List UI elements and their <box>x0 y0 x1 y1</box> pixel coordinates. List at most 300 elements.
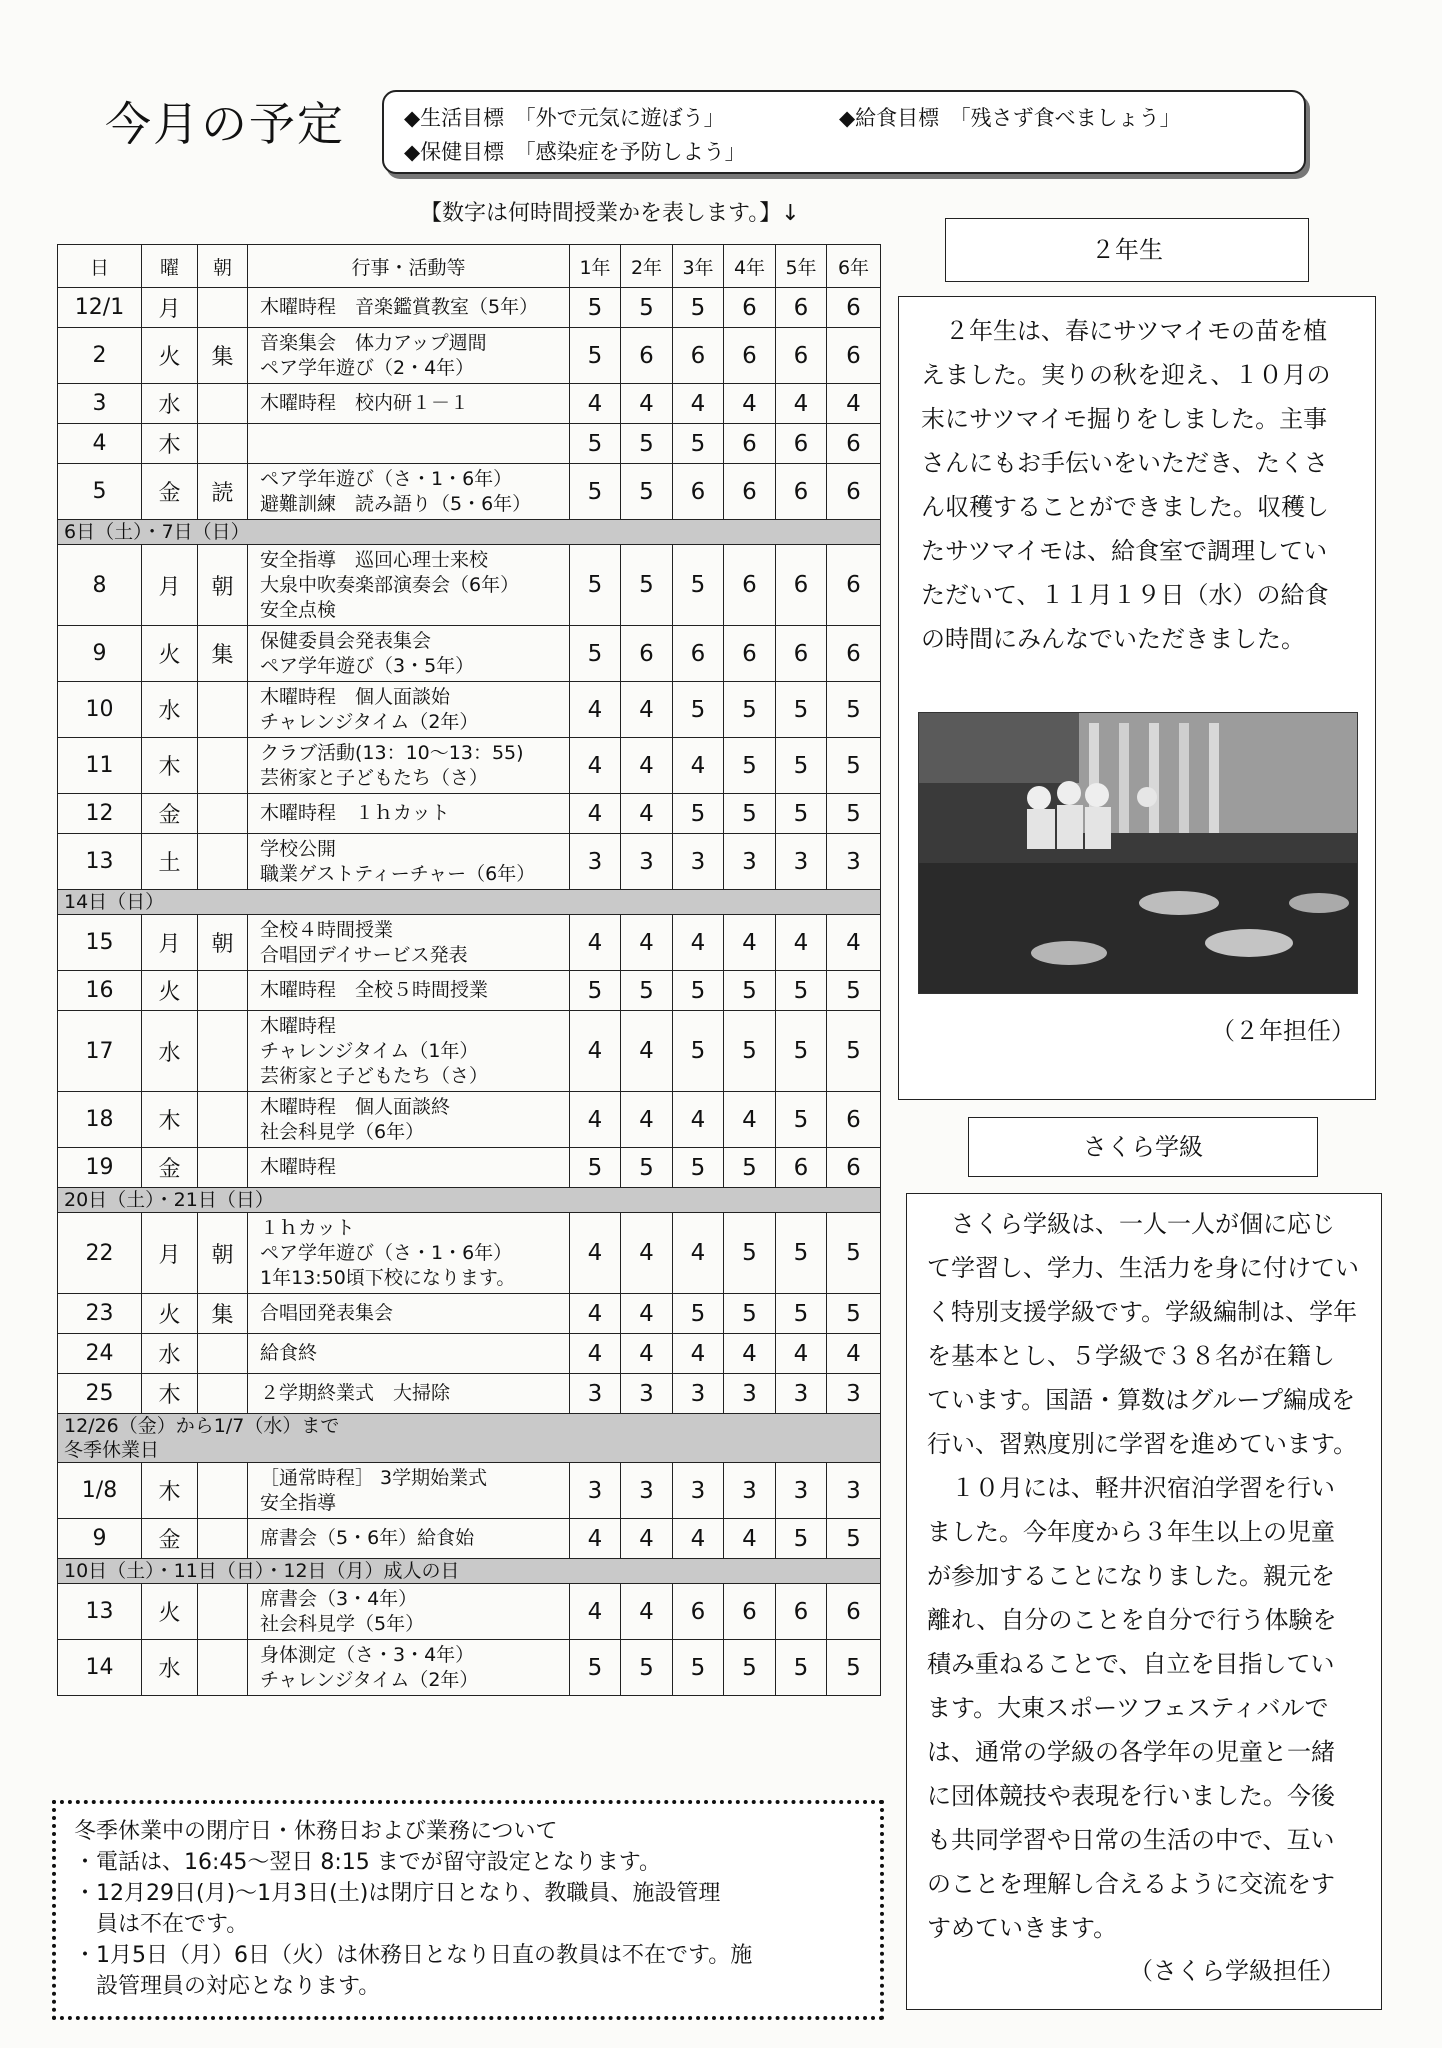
hours-cell: 6 <box>776 626 827 682</box>
schedule-row <box>58 1374 881 1414</box>
schedule-row <box>58 834 881 890</box>
morning-cell <box>198 1463 248 1519</box>
hours-cell: 6 <box>827 1148 881 1188</box>
hours-cell: 3 <box>570 834 621 890</box>
hours-cell: 6 <box>827 1584 881 1640</box>
schedule-row <box>58 288 881 328</box>
event-line: 安全指導 <box>260 1491 337 1514</box>
morning-cell <box>198 1519 248 1559</box>
event-line: ペア学年遊び（さ・1・6年） <box>260 467 513 490</box>
hours-cell: 5 <box>673 1148 724 1188</box>
holiday-band-row <box>58 1414 881 1463</box>
event-line: 木曜時程 １ｈカット <box>260 802 450 824</box>
date-cell: 9 <box>58 626 142 682</box>
hours-cell: 4 <box>621 1213 673 1294</box>
hours-cell: 5 <box>724 794 776 834</box>
hours-note: 【数字は何時間授業かを表します。】↓ <box>420 201 800 226</box>
sakura-text-line: 行い、習熟度別に学習を進めています。 <box>927 1430 1358 1458</box>
morning-cell <box>198 1374 248 1414</box>
hours-cell: 5 <box>827 1011 881 1092</box>
date-cell: 13 <box>58 1584 142 1640</box>
hours-cell: 3 <box>621 1374 673 1414</box>
grade2-text-line: ただいて、１１月１９日（水）の給食 <box>921 581 1329 609</box>
weekday-cell: 火 <box>142 626 198 682</box>
hours-cell: 4 <box>570 1092 621 1148</box>
hours-cell: 5 <box>621 424 673 464</box>
holiday-text: 冬季休業日 <box>64 1439 160 1461</box>
grade2-text <box>921 309 1330 661</box>
event-line: 学校公開 <box>260 837 337 860</box>
weekday-cell: 水 <box>142 1011 198 1092</box>
schedule-row <box>58 1584 881 1640</box>
event-line: 職業ゲストティーチャー（6年） <box>260 862 536 885</box>
column-header: 3年 <box>673 245 724 288</box>
hours-cell: 3 <box>673 834 724 890</box>
weekday-cell: 火 <box>142 328 198 384</box>
grade2-title: ２年生 <box>945 218 1309 282</box>
hours-cell: 6 <box>724 1584 776 1640</box>
event-line: ペア学年遊び（さ・1・6年） <box>260 1241 513 1264</box>
event-cell <box>248 1640 570 1696</box>
holiday-label <box>58 520 881 545</box>
event-cell <box>248 1584 570 1640</box>
hours-cell: 5 <box>724 1640 776 1696</box>
hours-cell: 5 <box>621 1640 673 1696</box>
hours-cell: 5 <box>621 1148 673 1188</box>
hours-cell: 5 <box>621 545 673 626</box>
hours-cell: 5 <box>776 682 827 738</box>
sakura-text-line: は、通常の学級の各学年の児童と一緒 <box>927 1738 1335 1766</box>
event-cell <box>248 682 570 738</box>
sakura-text-line: を基本とし、５学級で３８名が在籍し <box>927 1342 1335 1370</box>
weekday-cell: 金 <box>142 464 198 520</box>
hours-cell: 5 <box>776 738 827 794</box>
event-line: 安全点検 <box>260 598 337 621</box>
hours-cell: 5 <box>724 738 776 794</box>
hours-cell: 3 <box>724 834 776 890</box>
morning-cell: 集 <box>198 626 248 682</box>
hours-cell: 6 <box>673 328 724 384</box>
hours-cell: 5 <box>827 971 881 1011</box>
morning-cell <box>198 834 248 890</box>
hours-cell: 3 <box>776 834 827 890</box>
event-line: ペア学年遊び（3・5年） <box>260 654 475 677</box>
column-header: 5年 <box>776 245 827 288</box>
event-line: 避難訓練 読み語り（5・6年） <box>260 492 532 515</box>
date-cell: 3 <box>58 384 142 424</box>
date-cell: 22 <box>58 1213 142 1294</box>
hours-cell: 5 <box>827 1213 881 1294</box>
hours-cell: 5 <box>570 424 621 464</box>
hours-cell: 4 <box>570 384 621 424</box>
holiday-label <box>58 1559 881 1584</box>
sakura-signature: （さくら学級担任） <box>1129 1957 1345 1985</box>
hours-cell: 5 <box>724 1213 776 1294</box>
hours-cell: 5 <box>827 1294 881 1334</box>
sakura-text-line: 積み重ねることで、自立を目指してい <box>927 1650 1335 1678</box>
date-cell: 2 <box>58 328 142 384</box>
hours-cell: 5 <box>570 464 621 520</box>
event-cell <box>248 1148 570 1188</box>
date-cell: 24 <box>58 1334 142 1374</box>
hours-cell: 6 <box>827 328 881 384</box>
event-line: クラブ活動(13：10～13：55) <box>260 741 524 764</box>
hours-cell: 3 <box>827 1463 881 1519</box>
event-cell <box>248 384 570 424</box>
hours-cell: 4 <box>724 1334 776 1374</box>
hours-cell: 5 <box>570 288 621 328</box>
sakura-text-line: ています。国語・算数はグループ編成を <box>927 1386 1356 1414</box>
hours-cell: 3 <box>621 834 673 890</box>
morning-cell: 朝 <box>198 915 248 971</box>
hours-cell: 5 <box>673 1011 724 1092</box>
schedule-row <box>58 1011 881 1092</box>
hours-cell: 6 <box>776 328 827 384</box>
hours-cell: 4 <box>570 915 621 971</box>
event-line: 安全指導 巡回心理士来校 <box>260 548 489 571</box>
event-line: ２学期終業式 大掃除 <box>260 1382 451 1404</box>
hours-cell: 5 <box>776 1213 827 1294</box>
holiday-text: 12/26（金）から1/7（水）まで <box>64 1415 340 1437</box>
notice-line: ・電話は、16:45～翌日 8:15 までが留守設定となります。 <box>74 1850 662 1875</box>
hours-cell: 4 <box>673 915 724 971</box>
schedule-row <box>58 1213 881 1294</box>
hours-cell: 4 <box>570 1213 621 1294</box>
event-line: 給食終 <box>260 1342 318 1364</box>
hours-cell: 5 <box>827 1519 881 1559</box>
sakura-box <box>906 1193 1382 2010</box>
hours-cell: 4 <box>621 1092 673 1148</box>
date-cell: 15 <box>58 915 142 971</box>
date-cell: 4 <box>58 424 142 464</box>
morning-cell <box>198 682 248 738</box>
hours-cell: 4 <box>621 1334 673 1374</box>
sakura-text-line: に団体競技や表現を行いました。今後 <box>927 1782 1335 1810</box>
weekday-cell: 木 <box>142 1463 198 1519</box>
holiday-band-row <box>58 1188 881 1213</box>
event-line: 社会科見学（6年） <box>260 1120 425 1143</box>
hours-cell: 5 <box>724 1011 776 1092</box>
holiday-text: 14日（日） <box>64 891 165 913</box>
event-line: チャレンジタイム（2年） <box>260 710 479 733</box>
notice-line: 冬季休業中の閉庁日・休務日および業務について <box>74 1819 558 1844</box>
column-header: 行事・活動等 <box>248 245 570 288</box>
event-line: 木曜時程 個人面談終 <box>260 1095 451 1118</box>
schedule-row <box>58 1519 881 1559</box>
sakura-text-line: 離れ、自分のことを自分で行う体験を <box>927 1606 1337 1634</box>
hours-cell: 5 <box>570 328 621 384</box>
hours-cell: 5 <box>724 682 776 738</box>
event-line: ペア学年遊び（2・4年） <box>260 356 475 379</box>
event-cell <box>248 288 570 328</box>
winter-break-notice <box>52 1800 884 2020</box>
column-header: 曜 <box>142 245 198 288</box>
hours-cell: 6 <box>724 545 776 626</box>
event-cell <box>248 1463 570 1519</box>
hours-cell: 6 <box>776 1148 827 1188</box>
column-header: 1年 <box>570 245 621 288</box>
schedule-row <box>58 682 881 738</box>
hours-cell: 6 <box>724 464 776 520</box>
sakura-text-line: のことを理解し合えるように交流をす <box>927 1870 1335 1898</box>
holiday-band-row <box>58 890 881 915</box>
schedule-row <box>58 1640 881 1696</box>
weekday-cell: 火 <box>142 1294 198 1334</box>
notice-line: 設管理員の対応となります。 <box>74 1974 381 1999</box>
weekday-cell: 金 <box>142 794 198 834</box>
morning-cell <box>198 971 248 1011</box>
hours-cell: 3 <box>776 1374 827 1414</box>
hours-cell: 5 <box>570 545 621 626</box>
hours-cell: 4 <box>673 1213 724 1294</box>
schedule-row <box>58 626 881 682</box>
notice-line: ・12月29日(月)～1月3日(土)は閉庁日となり、教職員、施設管理 <box>74 1881 721 1906</box>
weekday-cell: 月 <box>142 915 198 971</box>
date-cell: 23 <box>58 1294 142 1334</box>
sakura-text-line: さくら学級は、一人一人が個に応じ <box>927 1210 1335 1238</box>
schedule-row <box>58 1294 881 1334</box>
event-cell <box>248 834 570 890</box>
hours-cell: 6 <box>673 626 724 682</box>
event-line: 身体測定（さ・3・4年） <box>260 1643 475 1666</box>
holiday-band-row <box>58 520 881 545</box>
hours-cell: 5 <box>724 1294 776 1334</box>
date-cell: 8 <box>58 545 142 626</box>
hours-cell: 5 <box>827 1640 881 1696</box>
schedule-header-row <box>58 245 881 288</box>
hours-cell: 4 <box>621 682 673 738</box>
holiday-label <box>58 1188 881 1213</box>
holiday-text: 6日（土）・7日（日） <box>64 521 250 543</box>
event-line: 社会科見学（5年） <box>260 1612 425 1635</box>
event-cell <box>248 464 570 520</box>
morning-cell <box>198 1148 248 1188</box>
hours-cell: 4 <box>621 1294 673 1334</box>
hours-cell: 6 <box>827 288 881 328</box>
monthly-goals-box <box>382 90 1306 174</box>
morning-cell <box>198 1640 248 1696</box>
date-cell: 13 <box>58 834 142 890</box>
hours-cell: 4 <box>570 1584 621 1640</box>
hours-cell: 4 <box>621 1519 673 1559</box>
event-cell <box>248 1092 570 1148</box>
morning-cell <box>198 424 248 464</box>
hours-cell: 4 <box>724 915 776 971</box>
event-cell <box>248 328 570 384</box>
hours-cell: 5 <box>827 738 881 794</box>
hours-cell: 5 <box>776 971 827 1011</box>
hours-cell: 5 <box>621 464 673 520</box>
event-cell <box>248 794 570 834</box>
sakura-text-line: すめていきます。 <box>927 1914 1118 1942</box>
hours-cell: 6 <box>827 545 881 626</box>
hours-cell: 4 <box>827 384 881 424</box>
event-line: 全校４時間授業 <box>260 918 394 941</box>
hours-cell: 5 <box>776 1640 827 1696</box>
event-cell <box>248 915 570 971</box>
hours-cell: 4 <box>621 384 673 424</box>
hours-cell: 4 <box>621 1584 673 1640</box>
sakura-text-line: ました。今年度から３年生以上の児童 <box>927 1518 1335 1546</box>
hours-cell: 5 <box>673 1640 724 1696</box>
hours-cell: 3 <box>827 1374 881 1414</box>
morning-cell <box>198 384 248 424</box>
holiday-label <box>58 890 881 915</box>
schedule-row <box>58 1334 881 1374</box>
weekday-cell: 火 <box>142 1584 198 1640</box>
hours-cell: 6 <box>776 464 827 520</box>
holiday-text: 10日（土）・11日（日）・12日（月）成人の日 <box>64 1560 460 1582</box>
schedule-row <box>58 1148 881 1188</box>
hours-cell: 6 <box>827 626 881 682</box>
sakura-text-line: て学習し、学力、生活力を身に付けてい <box>927 1254 1359 1282</box>
event-cell <box>248 1213 570 1294</box>
event-line: 音楽集会 体力アップ週間 <box>260 331 487 354</box>
morning-cell <box>198 1011 248 1092</box>
weekday-cell: 金 <box>142 1519 198 1559</box>
lunch-goal: ◆給食目標 「残さず食べましょう」 <box>839 106 1181 130</box>
health-goal: ◆保健目標 「感染症を予防しよう」 <box>404 140 746 164</box>
schedule-row <box>58 464 881 520</box>
date-cell: 18 <box>58 1092 142 1148</box>
event-cell <box>248 545 570 626</box>
hours-cell: 5 <box>570 1148 621 1188</box>
hours-cell: 6 <box>724 288 776 328</box>
notice-line: 員は不在です。 <box>74 1912 249 1937</box>
event-line: 芸術家と子どもたち（さ） <box>260 1064 489 1087</box>
weekday-cell: 月 <box>142 545 198 626</box>
event-line: 合唱団デイサービス発表 <box>260 943 468 966</box>
event-cell <box>248 1374 570 1414</box>
event-cell <box>248 738 570 794</box>
column-header: 朝 <box>198 245 248 288</box>
hours-cell: 6 <box>827 464 881 520</box>
hours-cell: 6 <box>724 328 776 384</box>
schedule-row <box>58 328 881 384</box>
event-cell <box>248 971 570 1011</box>
schedule-row <box>58 1092 881 1148</box>
date-cell: 17 <box>58 1011 142 1092</box>
hours-cell: 4 <box>570 1011 621 1092</box>
morning-cell <box>198 794 248 834</box>
hours-cell: 4 <box>776 384 827 424</box>
grade2-text-line: さんにもお手伝いをいただき、たくさ <box>921 449 1329 477</box>
hours-cell: 3 <box>570 1463 621 1519</box>
grade2-text-line: ２年生は、春にサツマイモの苗を植 <box>921 317 1328 345</box>
hours-cell: 3 <box>724 1463 776 1519</box>
sakura-text <box>927 1202 1359 1950</box>
hours-cell: 4 <box>724 1092 776 1148</box>
weekday-cell: 木 <box>142 424 198 464</box>
hours-cell: 5 <box>621 971 673 1011</box>
event-line: 保健委員会発表集会 <box>260 629 432 652</box>
hours-cell: 6 <box>776 424 827 464</box>
schedule-table <box>57 244 881 1696</box>
hours-cell: 5 <box>724 1148 776 1188</box>
hours-cell: 4 <box>673 1092 724 1148</box>
sakura-text-line: く特別支援学級です。学級編制は、学年 <box>927 1298 1358 1326</box>
hours-cell: 5 <box>673 971 724 1011</box>
event-line: 木曜時程 個人面談始 <box>260 685 451 708</box>
event-cell <box>248 1011 570 1092</box>
hours-cell: 5 <box>724 971 776 1011</box>
hours-cell: 4 <box>673 738 724 794</box>
hours-cell: 5 <box>570 971 621 1011</box>
life-goal: ◆生活目標 「外で元気に遊ぼう」 <box>404 106 725 130</box>
event-cell <box>248 1519 570 1559</box>
hours-cell: 6 <box>827 1092 881 1148</box>
hours-cell: 4 <box>570 1294 621 1334</box>
event-line: 1年13:50頃下校になります。 <box>260 1266 516 1289</box>
morning-cell: 朝 <box>198 1213 248 1294</box>
date-cell: 19 <box>58 1148 142 1188</box>
sweet-potato-lunch-photo <box>918 712 1358 994</box>
date-cell: 12/1 <box>58 288 142 328</box>
event-line: 木曜時程 <box>260 1014 337 1037</box>
date-cell: 9 <box>58 1519 142 1559</box>
hours-cell: 5 <box>827 794 881 834</box>
sakura-title: さくら学級 <box>968 1117 1318 1177</box>
hours-cell: 4 <box>724 1519 776 1559</box>
hours-cell: 5 <box>673 545 724 626</box>
hours-cell: 4 <box>570 1334 621 1374</box>
hours-cell: 4 <box>776 1334 827 1374</box>
hours-cell: 6 <box>621 328 673 384</box>
morning-cell: 集 <box>198 1294 248 1334</box>
event-line: １ｈカット <box>260 1216 355 1239</box>
hours-cell: 4 <box>621 915 673 971</box>
hours-cell: 6 <box>776 288 827 328</box>
hours-cell: 5 <box>827 682 881 738</box>
hours-cell: 3 <box>673 1463 724 1519</box>
hours-cell: 3 <box>724 1374 776 1414</box>
sakura-text-line: も共同学習や日常の生活の中で、互い <box>927 1826 1335 1854</box>
event-line: チャレンジタイム（2年） <box>260 1668 479 1691</box>
hours-cell: 6 <box>724 626 776 682</box>
event-line: 木曜時程 <box>260 1156 337 1178</box>
holiday-band-row <box>58 1559 881 1584</box>
event-line: 席書会（3・4年） <box>260 1587 418 1610</box>
hours-cell: 3 <box>827 834 881 890</box>
hours-cell: 4 <box>621 738 673 794</box>
schedule-row <box>58 424 881 464</box>
hours-cell: 5 <box>776 1294 827 1334</box>
hours-cell: 4 <box>570 1519 621 1559</box>
weekday-cell: 水 <box>142 1334 198 1374</box>
event-line: チャレンジタイム（1年） <box>260 1039 479 1062</box>
date-cell: 25 <box>58 1374 142 1414</box>
event-line: ［通常時程］ 3学期始業式 <box>260 1466 488 1489</box>
weekday-cell: 水 <box>142 384 198 424</box>
hours-cell: 4 <box>673 1519 724 1559</box>
hours-cell: 5 <box>776 1519 827 1559</box>
hours-cell: 6 <box>776 545 827 626</box>
date-cell: 5 <box>58 464 142 520</box>
event-cell <box>248 1294 570 1334</box>
column-header: 2年 <box>621 245 673 288</box>
schedule-row <box>58 738 881 794</box>
hours-cell: 5 <box>673 1294 724 1334</box>
hours-cell: 5 <box>776 794 827 834</box>
weekday-cell: 火 <box>142 971 198 1011</box>
hours-cell: 5 <box>776 1092 827 1148</box>
hours-cell: 3 <box>776 1463 827 1519</box>
holiday-label <box>58 1414 881 1463</box>
weekday-cell: 木 <box>142 738 198 794</box>
hours-cell: 5 <box>570 626 621 682</box>
event-line: 木曜時程 校内研１－１ <box>260 392 470 414</box>
event-cell <box>248 1334 570 1374</box>
